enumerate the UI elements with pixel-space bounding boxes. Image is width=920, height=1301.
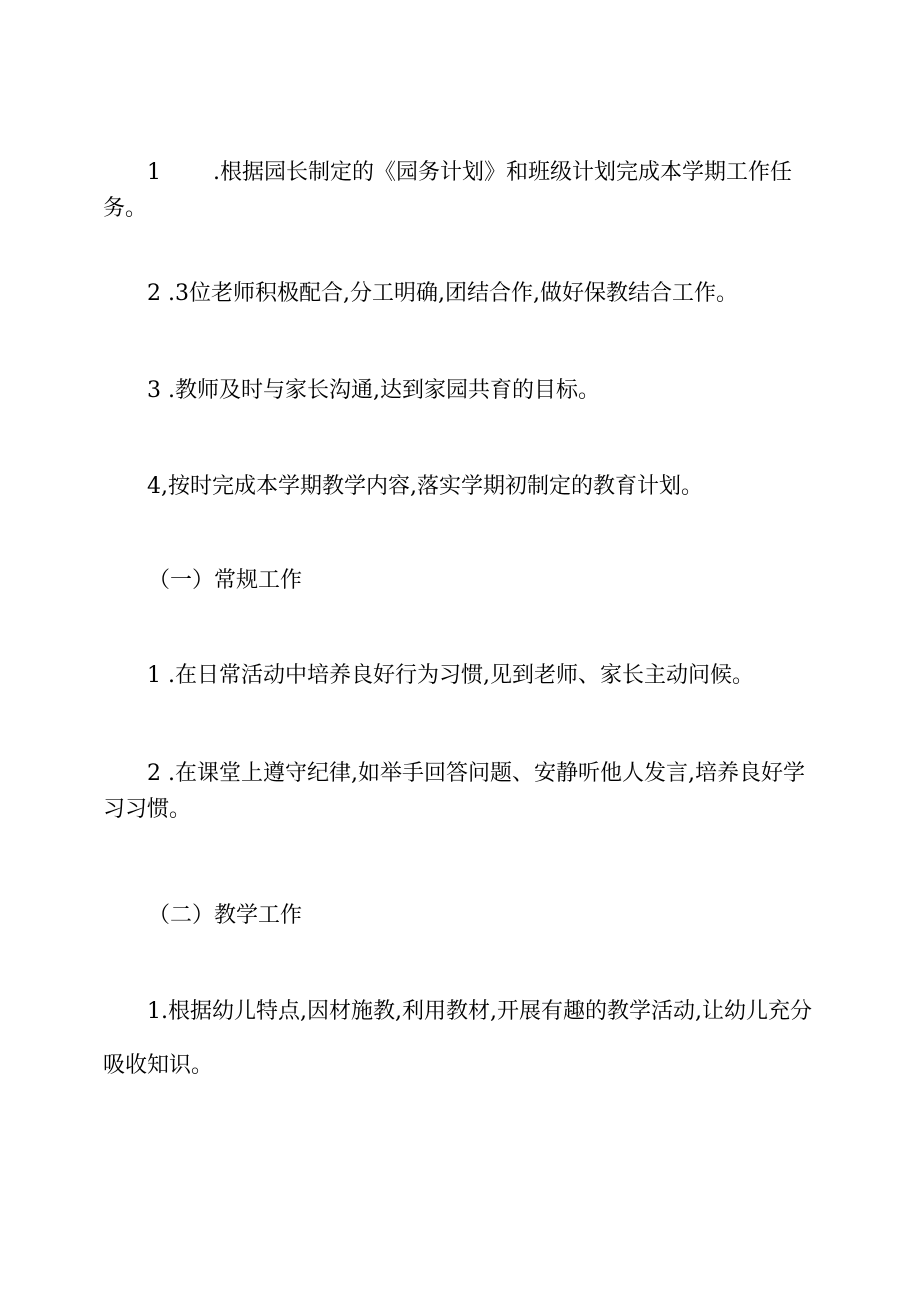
section-heading-teaching: （二）教学工作: [148, 903, 303, 928]
paragraph-text: 4,按时完成本学期教学内容,落实学期初制定的教育计划。: [147, 474, 703, 499]
routine-item-2: [103, 756, 815, 828]
paragraph-number: 1: [147, 160, 161, 185]
paragraph-4: [103, 469, 815, 505]
item-text: 2 .在课堂上遵守纪律,如举手回答问题、安静听他人发言,培养良好学习习惯。: [103, 761, 805, 822]
item-text: 1.根据幼儿特点,因材施教,利用教材,开展有趣的教学活动,让幼儿充分吸收知识。: [103, 999, 812, 1078]
paragraph-1: [103, 155, 815, 227]
paragraph-3: [103, 373, 815, 409]
section-heading-routine: （一）常规工作: [148, 568, 303, 593]
teaching-item-1: [103, 985, 815, 1093]
paragraph-text: 3 .教师及时与家长沟通,达到家园共育的目标。: [147, 378, 600, 403]
paragraph-text: .根据园长制定的《园务计划》和班级计划完成本学期工作任务。: [103, 160, 792, 221]
item-text: 1 .在日常活动中培养良好行为习惯,见到老师、家长主动问候。: [147, 663, 754, 688]
routine-item-1: [103, 658, 815, 694]
paragraph-text: 2 .3位老师积极配合,分工明确,团结合作,做好保教结合工作。: [147, 281, 738, 306]
paragraph-2: [103, 276, 815, 312]
